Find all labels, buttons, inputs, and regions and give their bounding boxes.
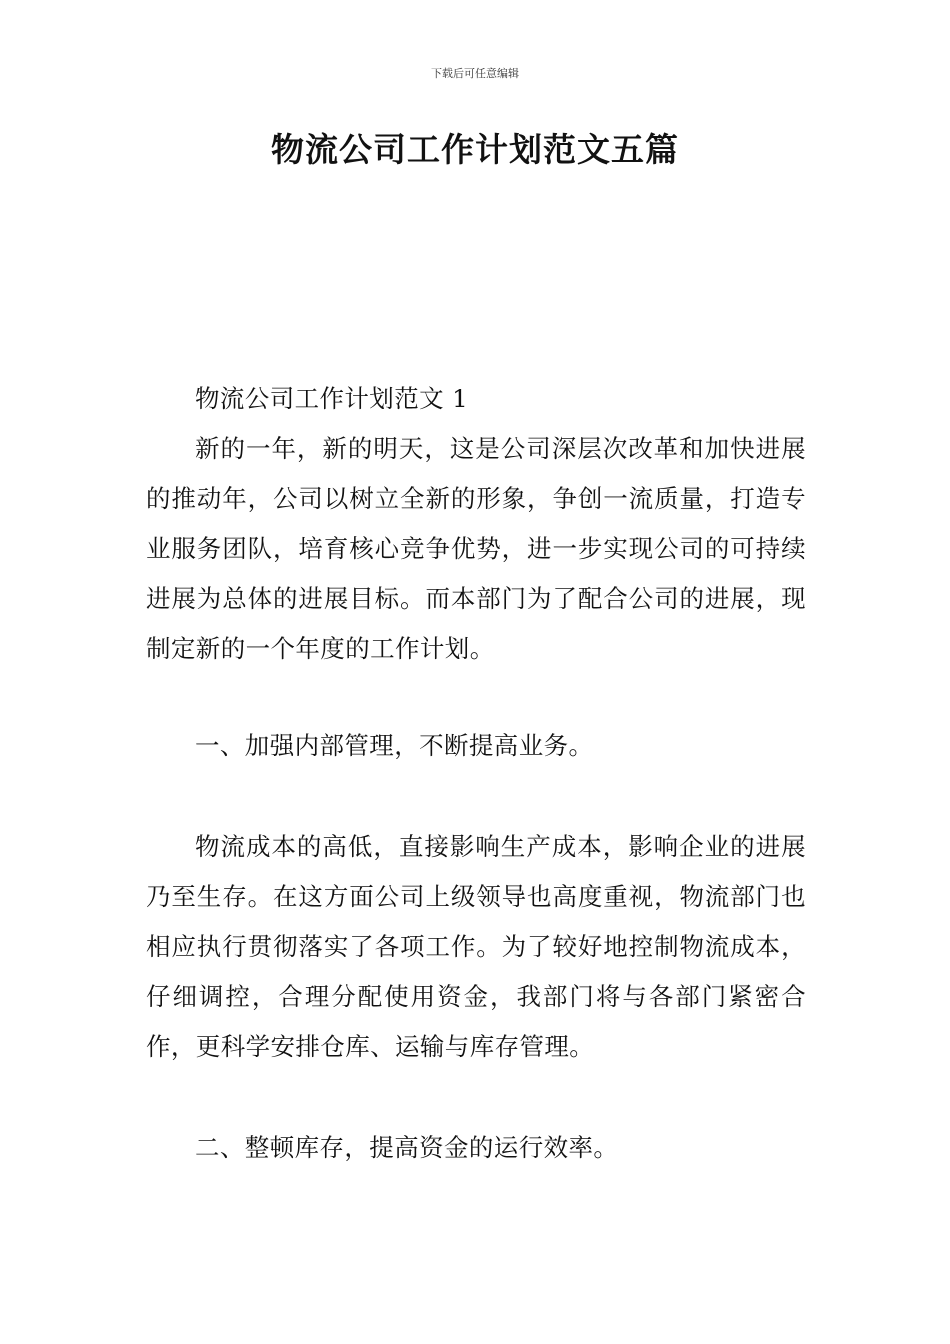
- header-note: 下载后可任意编辑: [431, 67, 519, 80]
- section-heading-3: 二、整顿库存，提高资金的运行效率。: [195, 1133, 619, 1162]
- body-paragraph: 物流成本的高低，直接影响生产成本，影响企业的进展乃至生存。在这方面公司上级领导也高度重视，物流部门也相应执行贯彻落实了各项工作。为了较好地控制物流成本，仔细调控，合理分配使用资金，我部门将与各部门紧密合作，更科学安排仓库、运输与库存管理。: [146, 832, 806, 1061]
- section-heading-1: 物流公司工作计划范文 1: [195, 384, 469, 413]
- document-title: 物流公司工作计划范文五篇: [271, 130, 679, 169]
- section-heading-2: 一、加强内部管理，不断提高业务。: [195, 731, 594, 760]
- document-body: [146, 374, 806, 1173]
- intro-paragraph: 新的一年，新的明天，这是公司深层次改革和加快进展的推动年，公司以树立全新的形象，争创一流质量，打造专业服务团队，培育核心竞争优势，进一步实现公司的可持续进展为总体的进展目标。而本部门为了配合公司的进展，现制定新的一个年度的工作计划。: [146, 434, 806, 663]
